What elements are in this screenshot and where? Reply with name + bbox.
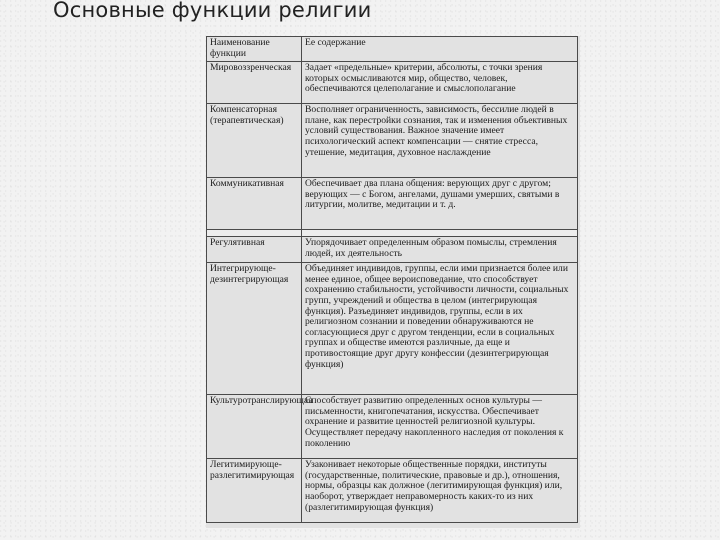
function-name: Культуротранслирующая — [207, 395, 302, 459]
function-name: Компенсаторная (терапевтическая) — [207, 104, 302, 178]
function-content: Восполняет ограниченность, зависимость, бессилие людей в плане, как перестройки сознания, так и изменения объективных условий существования. Важное значение имеет психологический аспект компенсации — снятие стресса, утешение, медитация, духовное наслаждение — [302, 104, 578, 178]
scanned-table-image — [206, 36, 580, 528]
table-row — [207, 459, 578, 523]
function-content: Упорядочивает определенным образом помыслы, стремления людей, их деятельность — [302, 237, 578, 263]
function-name: Коммуникативная — [207, 178, 302, 230]
table-header-row — [207, 37, 578, 62]
function-name: Легитимирующе-разлегитимирующая — [207, 459, 302, 523]
header-content-cell: Ее содержание — [302, 37, 578, 62]
table-row — [207, 263, 578, 395]
function-name: Регулятивная — [207, 237, 302, 263]
table-gap — [207, 230, 578, 237]
table-row — [207, 104, 578, 178]
function-content: Способствует развитию определенных основ культуры — письменности, книгопечатания, искусства. Обеспечивает охранение и развитие ценностей религиозной культуры. Осуществляет передачу накопленного наследия от поколения к поколению — [302, 395, 578, 459]
header-name-cell: Наименование функции — [207, 37, 302, 62]
function-content: Узаконивает некоторые общественные порядки, институты (государственные, политические, правовые и др.), отношения, нормы, образцы как должное (легитимирующая функция) или, наоборот, утверждает неправомерность каких-то из них (разлегитимирующая функция) — [302, 459, 578, 523]
function-content: Обеспечивает два плана общения: верующих друг с другом; верующих — с Богом, ангелами, душами умерших, святыми в литургии, молитве, медитации и т. д. — [302, 178, 578, 230]
table-row — [207, 62, 578, 104]
table-row — [207, 237, 578, 263]
functions-table — [206, 36, 578, 523]
function-name: Интегрирующе-дезинтегрирующая — [207, 263, 302, 395]
table-row — [207, 395, 578, 459]
slide-title: Основные функции религии — [53, 0, 372, 22]
function-content: Задает «предельные» критерии, абсолюты, с точки зрения которых осмысливаются мир, общество, человек, обеспечиваются целеполагание и смыслополагание — [302, 62, 578, 104]
function-name: Мировоззренческая — [207, 62, 302, 104]
function-content: Объединяет индивидов, группы, если ими признается более или менее единое, общее вероисповедание, что способствует сохранению стабильности, устойчивости личности, социальных групп, учреждений и общества в целом (интегрирующая функция). Разъединяет индивидов, группы, если в их религиозном сознании и поведении обнаруживаются не согласующиеся друг с другом тенденции, если в социальных группах и обществе имеются различные, да еще и противостоящие друг другу конфессии (дезинтегрирующая функция) — [302, 263, 578, 395]
table-row — [207, 178, 578, 230]
